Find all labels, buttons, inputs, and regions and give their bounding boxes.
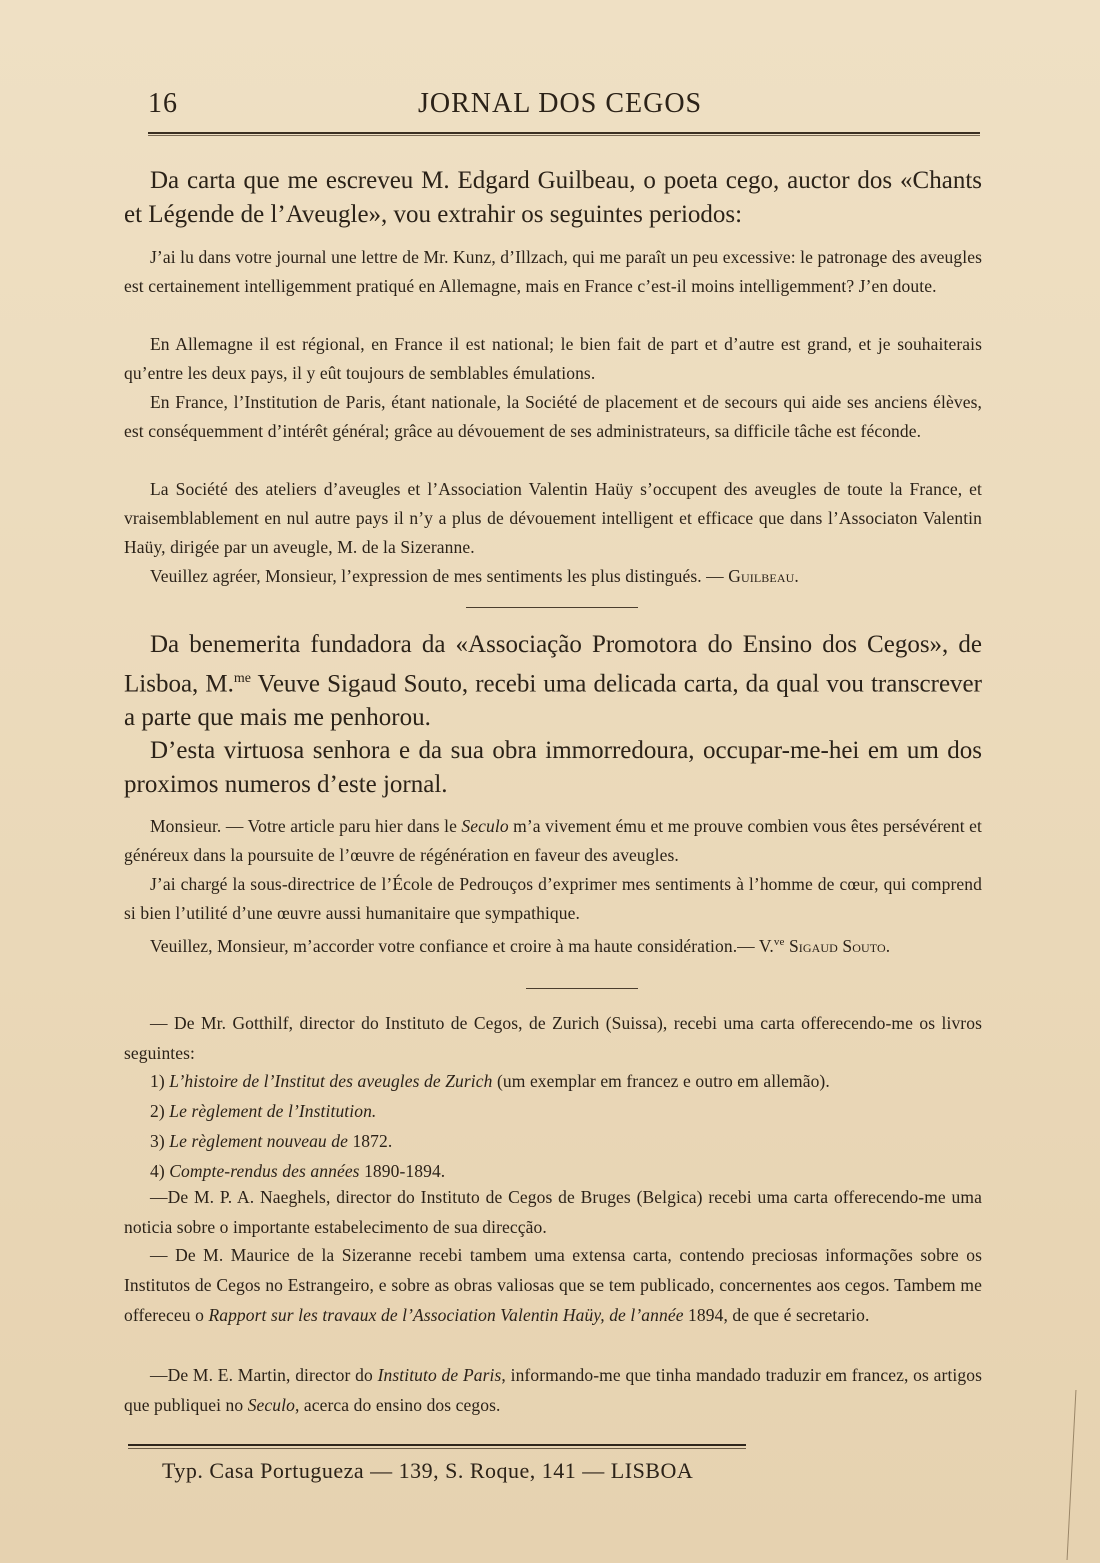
page-header	[148, 88, 978, 128]
book-number: 3)	[150, 1131, 165, 1151]
souto-intro-part-1: Da benemerita fundadora da «Associação Promotora do Ensino dos Cegos», de Lisboa, M.	[124, 631, 982, 698]
book-item	[150, 1096, 982, 1126]
souto-letter-closing	[124, 928, 982, 961]
book-title: Le règlement de l’Institution.	[169, 1101, 377, 1121]
guilbeau-letter-closing	[124, 562, 982, 591]
header-rule	[148, 132, 980, 134]
instituto-title: Instituto de Paris	[377, 1365, 502, 1385]
gotthilf-intro: — De Mr. Gotthilf, director do Instituto de Cegos, de Zurich (Suissa), recebi uma carta offerecendo-me os livros seguintes:	[124, 1013, 982, 1063]
souto-letter-paragraph-2: J’ai chargé la sous-directrice de l’École de Pedrouços d’exprimer mes sentiments à l’homme de cœur, qui comprend si bien l’utilité d’une œuvre aussi humanitaire que sympathique.	[124, 874, 982, 923]
closing-text: Veuillez agréer, Monsieur, l’expression de mes sentiments les plus distingués. —	[150, 566, 724, 586]
souto-closing-text: Veuillez, Monsieur, m’accorder votre confiance et croire à ma haute considération.— V.	[150, 935, 774, 956]
printer-imprint: Typ. Casa Portugueza — 139, S. Roque, 141 — LISBOA	[162, 1458, 694, 1483]
sizeranne-text-1: — De M. Maurice de la Sizeranne recebi tambem uma extensa carta, contendo preciosas informações sobre os Institutos de Cegos no Estrangeiro, e sobre as obras valiosas que se tem publicado, concernentes aos cegos. Tambem me offereceu o	[124, 1245, 982, 1325]
guilbeau-letter-paragraph-4: La Société des ateliers d’aveugles et l’Association Valentin Haüy s’occupent des aveugles de toute la France, et vraisemblablement en nul autre pays il n’y a plus de dévouement intelligent et efficace que dans l’Associaton Valentin Haüy, dirigée par un aveugle, M. de la Sizeranne.	[124, 479, 982, 557]
signature-guilbeau: Guilbeau.	[728, 566, 799, 586]
souto-intro-superscript: me	[233, 671, 251, 686]
rapport-title: Rapport sur les travaux de l’Association Valentin Haüy, de l’année	[208, 1305, 684, 1325]
sizeranne-text-2: 1894, de que é secretario.	[683, 1305, 870, 1325]
book-item	[150, 1126, 982, 1156]
page-number: 16	[148, 88, 178, 119]
book-note: 1872.	[347, 1131, 393, 1151]
book-note: (um exemplar em francez e outro em allemão).	[492, 1071, 830, 1091]
book-title: Le règlement nouveau de	[169, 1131, 348, 1151]
book-number: 2)	[150, 1101, 165, 1121]
guilbeau-letter-paragraph-2: En Allemagne il est régional, en France il est national; le bien fait de part et d’autre est grand, et je souhaiterais qu’entre les deux pays, il y eût toujours de semblables émulations.	[124, 334, 982, 383]
seculo-title: Seculo	[247, 1395, 295, 1415]
martin-text-1: —De M. E. Martin, director do	[150, 1365, 378, 1385]
souto-intro-2: D’esta virtuosa senhora e da sua obra immorredoura, occupar-me-hei em um dos proximos numeros d’este jornal.	[124, 737, 982, 798]
page-edge-crease	[1067, 1390, 1089, 1560]
souto-intro-part-2: Veuve Sigaud Souto, recebi uma delicada carta, da qual vou transcrever a parte que mais me penhorou.	[124, 670, 982, 732]
book-number: 1)	[150, 1071, 165, 1091]
book-title: L’histoire de l’Institut des aveugles de Zurich	[169, 1071, 493, 1091]
section-divider	[466, 607, 638, 608]
book-list	[150, 1066, 982, 1186]
martin-text-3: , acerca do ensino dos cegos.	[294, 1395, 501, 1415]
guilbeau-letter-paragraph-1: J’ai lu dans votre journal une lettre de Mr. Kunz, d’Illzach, qui me paraît un peu excessive: le patronage des aveugles est certainement intelligemment pratiqué en Allemagne, mais en France c’est-il moins intelligemment? J’en doute.	[124, 247, 982, 296]
book-note: 1890-1894.	[359, 1161, 446, 1181]
sizeranne-paragraph	[124, 1240, 982, 1330]
souto-p1-part-1: Monsieur. — Votre article paru hier dans le	[150, 816, 462, 836]
seculo-title: Seculo	[461, 816, 509, 836]
book-item	[150, 1066, 982, 1096]
souto-intro	[124, 628, 982, 735]
souto-letter-paragraph-1	[124, 812, 982, 870]
book-title: Compte-rendus des années	[169, 1161, 360, 1181]
guilbeau-intro: Da carta que me escreveu M. Edgard Guilbeau, o poeta cego, auctor dos «Chants et Légende de l’Aveugle», vou extrahir os seguintes periodos:	[124, 167, 982, 228]
souto-p1-part-2: m’a vivement ému et me prouve combien vous êtes persévérent et généreux dans la poursuite de l’œuvre de régénération en faveur des aveugles.	[124, 816, 982, 865]
footer-rule	[128, 1444, 746, 1446]
souto-closing-superscript: ve	[773, 936, 785, 948]
martin-text-2: , informando-me que tinha mandado traduzir em francez, os artigos que publiquei no	[124, 1365, 982, 1415]
book-number: 4)	[150, 1161, 165, 1181]
section-divider-2	[526, 988, 638, 989]
martin-paragraph	[124, 1360, 982, 1420]
journal-title: JORNAL DOS CEGOS	[418, 88, 703, 119]
naeghels-paragraph: —De M. P. A. Naeghels, director do Instituto de Cegos de Bruges (Belgica) recebi uma carta offerecendo-me uma noticia sobre o importante estabelecimento de sua direcção.	[124, 1187, 982, 1237]
signature-souto: Sigaud Souto.	[784, 935, 891, 956]
guilbeau-letter-paragraph-3: En France, l’Institution de Paris, étant nationale, la Société de placement et de secours qui aide ses anciens élèves, est conséquemment d’intérêt général; grâce au dévouement de ses administrateurs, sa difficile tâche est féconde.	[124, 392, 982, 441]
